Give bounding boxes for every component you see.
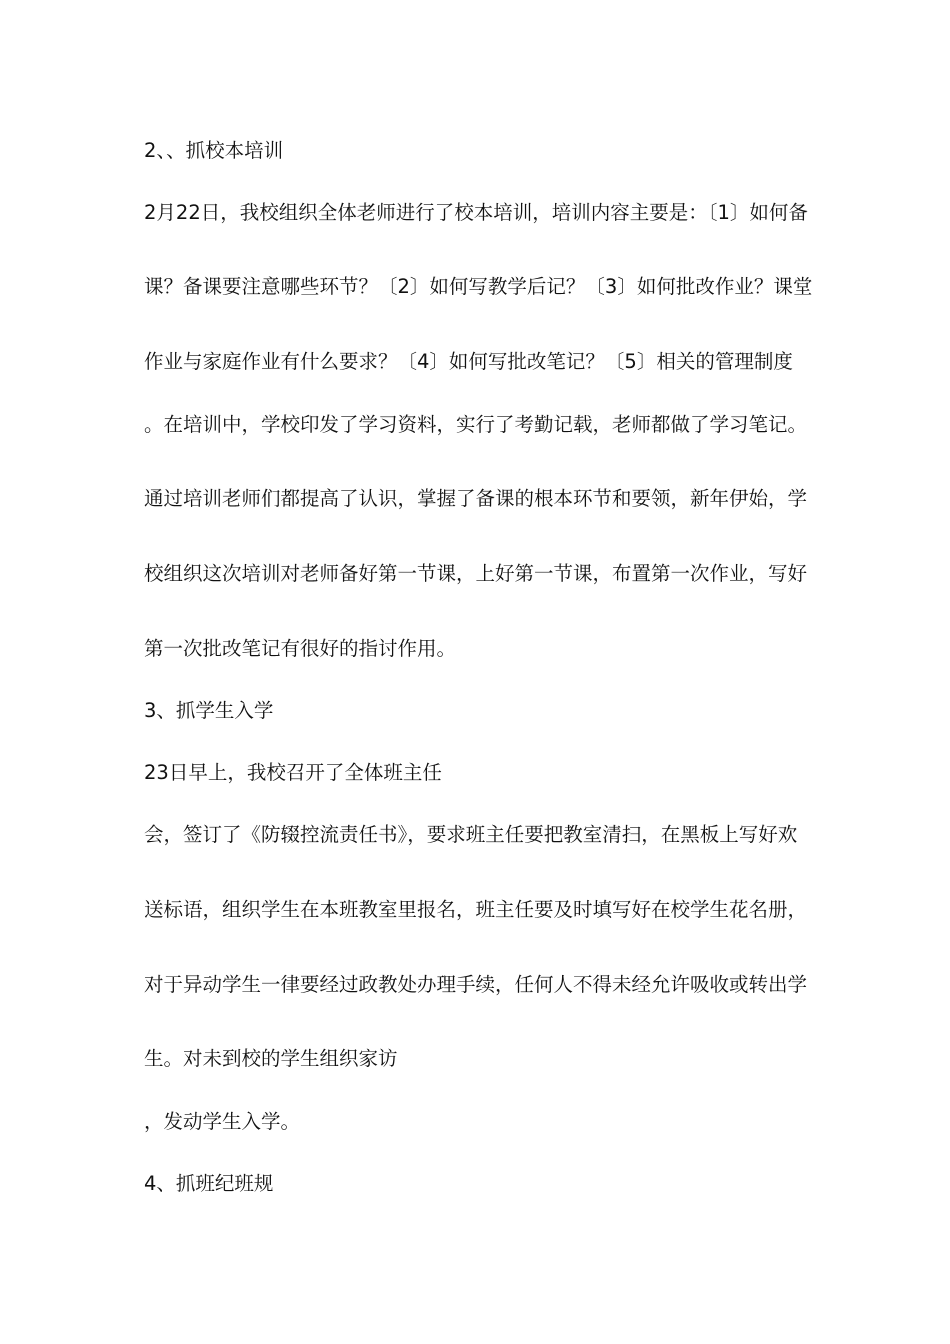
- paragraph-line: ，发动学生入学。: [144, 1110, 301, 1133]
- paragraph-line: 会，签订了《防辍控流责任书》，要求班主任要把教室清扫，在黑板上写好欢: [144, 823, 798, 846]
- section-heading-student-enrollment: 3、抓学生入学: [144, 699, 274, 722]
- paragraph-line: 通过培训老师们都提高了认识，掌握了备课的根本环节和要领，新年伊始，学: [144, 487, 808, 510]
- paragraph-line: 2月22日，我校组织全体老师进行了校本培训，培训内容主要是：〔1〕如何备: [144, 201, 808, 224]
- paragraph-line: 作业与家庭作业有什么要求？〔4〕如何写批改笔记？〔5〕相关的管理制度: [144, 350, 793, 373]
- paragraph-line: 。在培训中，学校印发了学习资料，实行了考勤记载，老师都做了学习笔记。: [144, 413, 808, 436]
- paragraph-line: 23日早上，我校召开了全体班主任: [144, 761, 442, 784]
- paragraph-line: 对于异动学生一律要经过政教处办理手续，任何人不得未经允许吸收或转出学: [144, 973, 808, 996]
- paragraph-line: 第一次批改笔记有很好的指讨作用。: [144, 637, 457, 660]
- paragraph-line: 课？备课要注意哪些环节？〔2〕如何写教学后记？〔3〕如何批改作业？课堂: [144, 275, 813, 298]
- paragraph-line: 校组织这次培训对老师备好第一节课，上好第一节课，布置第一次作业，写好: [144, 562, 808, 585]
- section-heading-school-training: 2、、抓校本培训: [144, 139, 284, 162]
- section-heading-class-discipline: 4、抓班纪班规: [144, 1172, 274, 1195]
- paragraph-line: 生。对未到校的学生组织家访: [144, 1047, 398, 1070]
- paragraph-line: 送标语，组织学生在本班教室里报名，班主任要及时填写好在校学生花名册，: [144, 898, 808, 921]
